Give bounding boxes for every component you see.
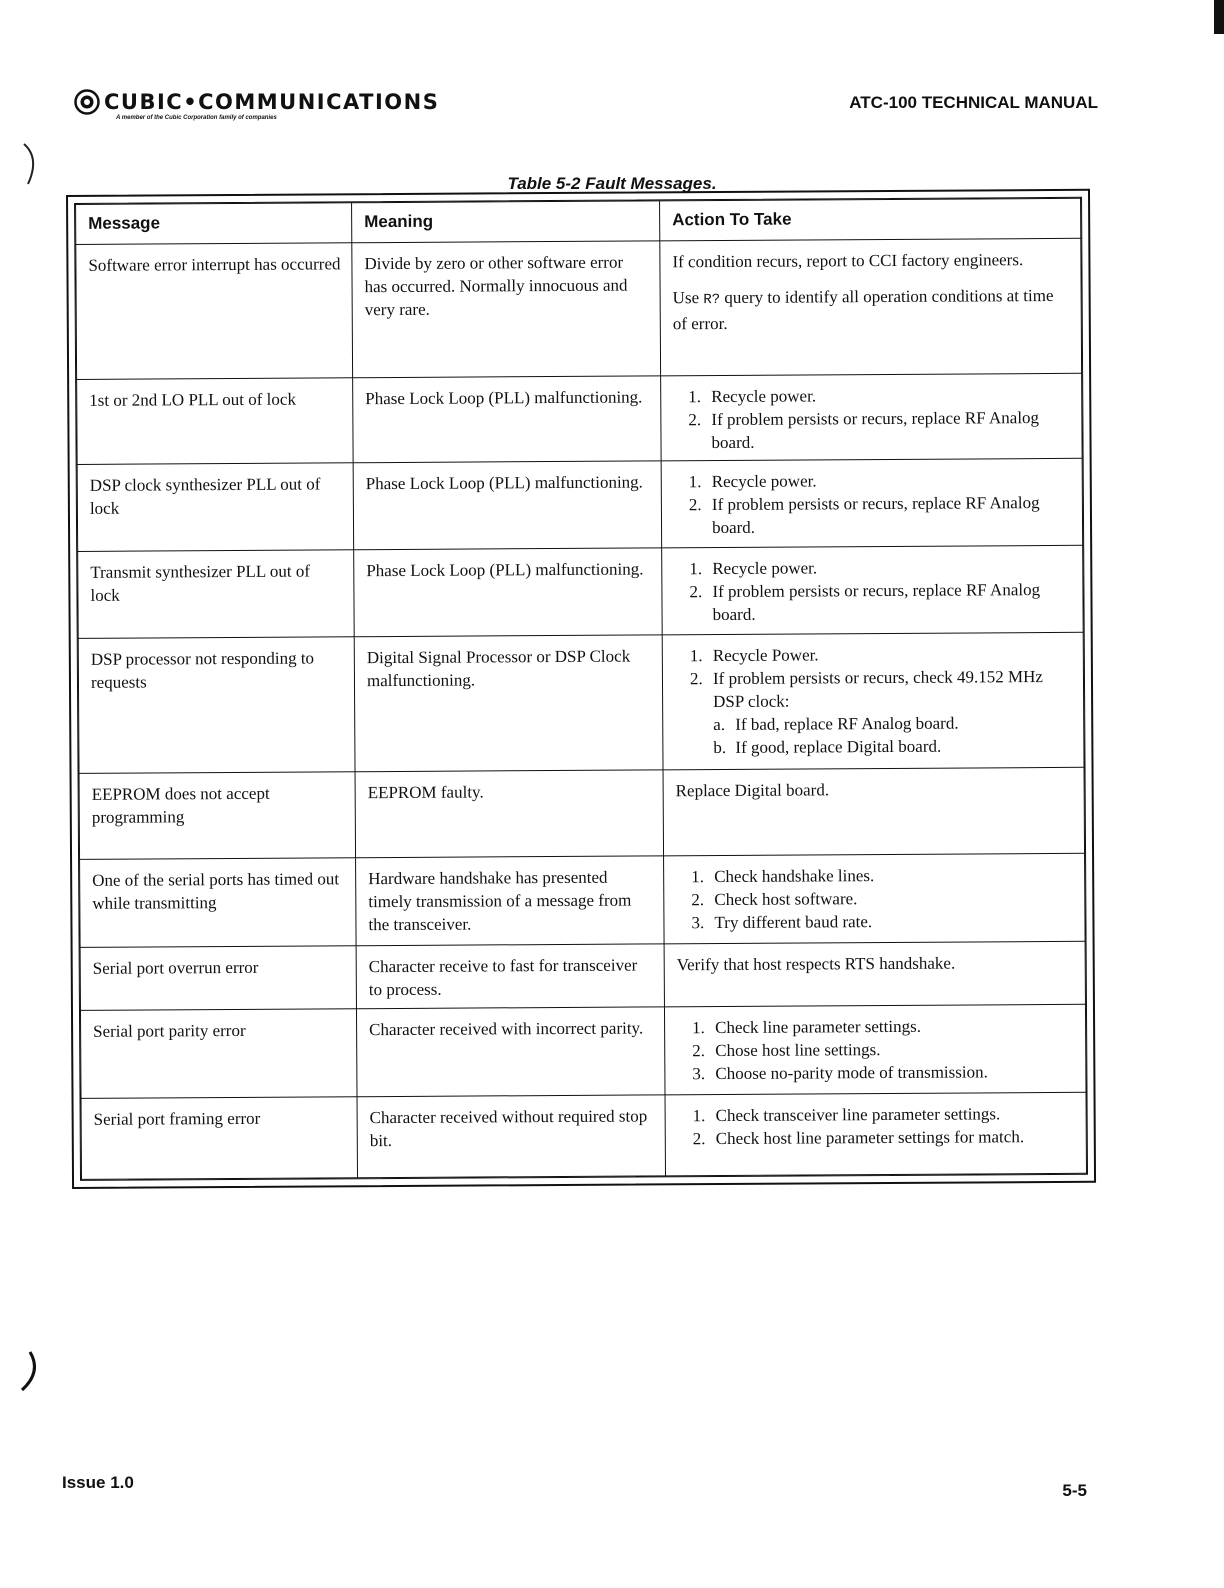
action-step-text: If problem persists or recurs, check 49.152 MHz DSP clock: <box>712 667 1044 712</box>
meaning-cell: Phase Lock Loop (PLL) malfunctioning. <box>354 548 663 637</box>
action-cell: Verify that host respects RTS handshake. <box>664 941 1085 1007</box>
table-row <box>81 1092 1086 1179</box>
meaning-cell: Character receive to fast for transceiver to process. <box>356 944 664 1009</box>
action-steps <box>675 642 1074 759</box>
substep-text: If good, replace Digital board. <box>735 736 942 757</box>
message-cell: DSP processor not responding to requests <box>78 637 355 774</box>
query-code: R? <box>703 292 721 309</box>
action-step: 2. Chose host line settings. <box>709 1037 1075 1062</box>
action-step <box>707 665 1074 759</box>
column-header-message: Message <box>76 203 352 245</box>
issue-label: Issue 1.0 <box>62 1473 134 1492</box>
message-cell: Serial port framing error <box>81 1097 357 1180</box>
action-steps <box>678 1102 1076 1150</box>
meaning-cell: Character received with incorrect parity. <box>356 1007 665 1097</box>
scan-edge-bar <box>1214 0 1224 34</box>
page-number: 5-5 <box>1062 1481 1087 1500</box>
action-text-part: query to identify all operation conditions at time of error. <box>672 285 1054 334</box>
action-substep <box>713 734 1073 759</box>
action-step: 3. Try different baud rate. <box>708 909 1074 934</box>
action-step: 1. Recycle power. <box>706 468 1072 493</box>
column-header-action: Action To Take <box>660 198 1081 241</box>
meaning-cell: Phase Lock Loop (PLL) malfunctioning. <box>353 376 662 463</box>
message-cell: Transmit synthesizer PLL out of lock <box>78 550 355 639</box>
action-step: 2. If problem persists or recurs, replace RF Analog board. <box>706 491 1072 539</box>
action-cell <box>664 1004 1086 1095</box>
table-row <box>77 373 1083 464</box>
action-substep <box>713 711 1073 736</box>
table-caption: Table 5-2 Fault Messages. <box>507 174 717 193</box>
column-header-meaning: Meaning <box>352 201 660 243</box>
table-row <box>80 941 1085 1010</box>
action-step: 3. Choose no-parity mode of transmission. <box>709 1060 1075 1085</box>
meaning-cell: EEPROM faulty. <box>355 770 664 858</box>
action-text-query <box>673 284 1071 335</box>
substep-label: a. <box>713 714 726 735</box>
meaning-cell: Digital Signal Processor or DSP Clock malfunctioning. <box>354 635 663 772</box>
action-step: 1. Recycle power. <box>706 555 1072 580</box>
action-cell <box>660 238 1082 376</box>
table-row <box>80 1004 1086 1098</box>
meaning-cell: Character received without required stop bit. <box>357 1095 665 1178</box>
table-row <box>78 632 1084 773</box>
message-cell: One of the serial ports has timed out while transmitting <box>80 858 357 948</box>
action-cell <box>665 1092 1086 1176</box>
meaning-cell: Divide by zero or other software error has occurred. Normally innocuous and very rare. <box>352 241 661 378</box>
action-step: 2. If problem persists or recurs, replace RF Analog board. <box>706 578 1072 626</box>
action-step: 2. Check host line parameter settings for match. <box>710 1125 1076 1150</box>
message-cell: Serial port overrun error <box>80 946 356 1011</box>
fault-messages-table <box>66 189 1096 1189</box>
company-logo <box>74 89 439 115</box>
action-step: 1. Recycle Power. <box>707 642 1073 667</box>
manual-title: ATC-100 TECHNICAL MANUAL <box>849 93 1098 112</box>
message-cell: Software error interrupt has occurred <box>76 243 353 380</box>
scan-margin-mark <box>16 1348 46 1398</box>
message-cell: DSP clock synthesizer PLL out of lock <box>77 463 354 552</box>
action-steps <box>677 1014 1075 1085</box>
action-step: 1. Recycle power. <box>705 383 1071 408</box>
message-cell: EEPROM does not accept programming <box>79 772 356 860</box>
action-step: 2. Check host software. <box>708 886 1074 911</box>
action-step: 1. Check handshake lines. <box>708 863 1074 888</box>
action-text: If condition recurs, report to CCI factory engineers. <box>672 250 1024 272</box>
table-row <box>78 545 1084 638</box>
message-cell: Serial port parity error <box>80 1009 357 1099</box>
table-row <box>79 767 1085 859</box>
action-substeps <box>713 711 1073 759</box>
action-cell <box>661 373 1083 461</box>
action-cell <box>662 632 1084 770</box>
action-step: 1. Check transceiver line parameter settings. <box>710 1102 1076 1127</box>
action-cell <box>664 853 1086 944</box>
table-row <box>76 238 1082 379</box>
action-cell <box>662 545 1084 635</box>
action-cell <box>661 458 1083 548</box>
table-header-row <box>76 198 1081 244</box>
action-step: 2. If problem persists or recurs, replace RF Analog board. <box>705 406 1071 454</box>
action-cell: Replace Digital board. <box>663 767 1085 856</box>
substep-label: b. <box>713 737 727 758</box>
action-step: 1. Check line parameter settings. <box>709 1014 1075 1039</box>
company-tagline: A member of the Cubic Corporation family of companies <box>116 115 277 121</box>
fault-table-grid <box>75 198 1087 1180</box>
meaning-cell: Phase Lock Loop (PLL) malfunctioning. <box>353 461 662 550</box>
action-steps <box>674 555 1072 626</box>
action-text-part: Use <box>672 288 704 308</box>
table-row <box>80 853 1086 947</box>
table-row <box>77 458 1083 551</box>
action-steps <box>673 383 1071 454</box>
message-cell: 1st or 2nd LO PLL out of lock <box>77 378 354 465</box>
action-steps <box>676 863 1074 934</box>
substep-text: If bad, replace RF Analog board. <box>735 713 959 734</box>
meaning-cell: Hardware handshake has presented timely transmission of a message from the transceiver. <box>356 856 665 946</box>
cubic-logo-icon <box>74 89 100 115</box>
action-steps <box>674 468 1072 539</box>
company-name: CUBIC•COMMUNICATIONS <box>104 90 440 114</box>
